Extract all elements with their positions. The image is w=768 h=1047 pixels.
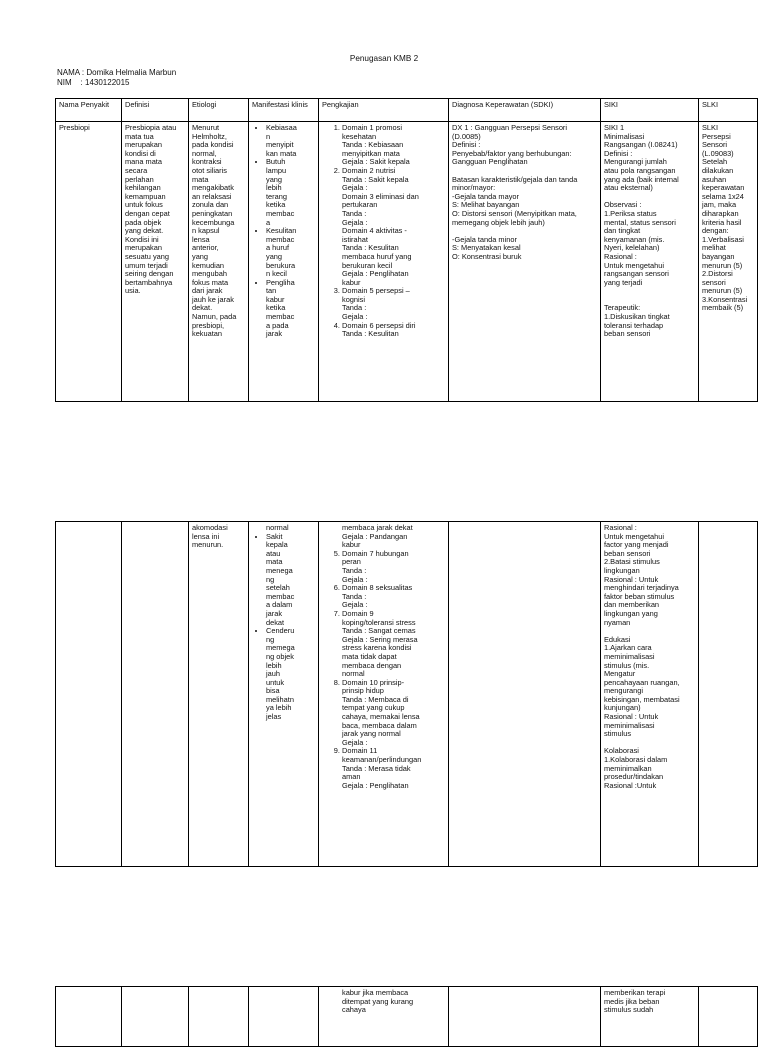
manifestasi-continuation: normal: [266, 523, 289, 532]
header-nama-penyakit: Nama Penyakit: [56, 99, 122, 122]
cell-diagnosa: [449, 987, 601, 1047]
cell-etiologi: [189, 987, 249, 1047]
list-item: 7. Domain 9 koping/toleransi stress Tanda : Sangat cemas Gejala : Sering merasa stress karena kondisi mata tidak dapat membaca dengan normal: [342, 610, 445, 679]
student-name: NAMA : Domika Helmalia Marbun: [57, 68, 177, 77]
cell-pengkajian: [319, 987, 449, 1047]
cell-manifestasi: [249, 522, 319, 867]
pengkajian-continuation: membaca jarak dekat Gejala : Pandangan kabur: [342, 523, 413, 550]
table-header-row: [56, 99, 758, 122]
list-item: • Butuh lampu yang lebih terang ketika membac a: [266, 158, 315, 227]
student-identity: [57, 68, 176, 88]
cell-slki: SLKI Persepsi Sensori (L.09083) Setelah dilakukan asuhan keperawatan selama 1x24 jam, maka diharapkan kriteria hasil dengan: 1.Verbalisasi melihat bayangan menurun (5) 2.Distorsi sensori menurun (5) 3.Konsentrasi membaik (5): [699, 122, 758, 402]
list-item: • Cenderu ng memega ng objek lebih jauh untuk bisa melihatn ya lebih jelas: [266, 627, 315, 722]
table-row: [56, 522, 758, 867]
table-row: [56, 122, 758, 402]
nursing-care-table-page-2: [55, 521, 758, 867]
list-item: 5. Domain 7 hubungan peran Tanda : Gejala :: [342, 550, 445, 584]
table-row: [56, 987, 758, 1047]
cell-slki: [699, 522, 758, 867]
cell-slki: [699, 987, 758, 1047]
cell-diagnosa: DX 1 : Gangguan Persepsi Sensori (D.0085) Definisi : Penyebab/faktor yang berhubungan: Gangguan Penglihatan Batasan karakteristik/gejala dan tanda minor/mayor: -Gejala tanda mayor S: Melihat bayangan O: Distorsi sensori (Menyipitkan mata, memegang objek lebih jauh) -Gejala tanda minor S: Menyatakan kesal O: Konsentrasi buruk: [449, 122, 601, 402]
cell-definisi: [122, 522, 189, 867]
header-pengkajian: Pengkajian: [319, 99, 449, 122]
header-manifestasi: Manifestasi klinis: [249, 99, 319, 122]
list-item: 9. Domain 11 keamanan/perlindungan Tanda : Merasa tidak aman Gejala : Penglihatan: [342, 747, 445, 790]
header-definisi: Definisi: [122, 99, 189, 122]
student-nim: NIM : 1430122015: [57, 78, 130, 87]
cell-siki: Rasional : Untuk mengetahui factor yang menjadi beban sensori 2.Batasi stimulus lingkungan Rasional : Untuk menghindari terjadinya faktor beban stimulus dan memberikan lingkungan yang nyaman Edukasi 1.Ajarkan cara meminimalisasi stimulus (mis. Mengatur pencahayaan ruangan, mengurangi kebisingan, membatasi kunjungan) Rasional : Untuk meminimalisasi stimulus Kolaborasi 1.Kolaborasi dalam meminimalkan prosedur/tindakan Rasional :Untuk: [601, 522, 699, 867]
list-item: • Kebiasaa n menyipit kan mata: [266, 124, 315, 158]
list-item: 1. Domain 1 promosi kesehatan Tanda : Kebiasaan menyipitkan mata Gejala : Sakit kepala: [342, 124, 445, 167]
cell-definisi: [122, 987, 189, 1047]
list-item: • Sakit kepala atau mata menega ng setelah membac a dalam jarak dekat: [266, 533, 315, 628]
cell-siki: SIKI 1 Minimalisasi Rangsangan (I.08241) Definisi : Mengurangi jumlah atau pola rangsangan yang ada (baik internal atau eksternal) Observasi : 1.Periksa status mental, status sensori dan tingkat kenyamanan (mis. Nyeri, kelelahan) Rasional : Untuk mengetahui rangsangan sensori yang terjadi Terapeutik: 1.Diskusikan tingkat toleransi terhadap beban sensori: [601, 122, 699, 402]
list-item: 4. Domain 6 persepsi diri Tanda : Kesulitan: [342, 322, 445, 339]
cell-diagnosa: [449, 522, 601, 867]
header-siki: SIKI: [601, 99, 699, 122]
list-item: • Kesulitan membac a huruf yang berukura n kecil: [266, 227, 315, 279]
header-slki: SLKI: [699, 99, 758, 122]
list-item: 2. Domain 2 nutrisi Tanda : Sakit kepala Gejala : Domain 3 eliminasi dan pertukaran Tanda : Gejala : Domain 4 aktivitas - istirahat Tanda : Kesulitan membaca huruf yang berukuran kecil Gejala : Penglihatan kabur: [342, 167, 445, 287]
cell-nama-penyakit: Presbiopi: [56, 122, 122, 402]
pengkajian-continuation: kabur jika membaca ditempat yang kurang cahaya: [342, 988, 414, 1015]
cell-manifestasi: [249, 122, 319, 402]
list-item: 8. Domain 10 prinsip- prinsip hidup Tanda : Membaca di tempat yang cukup cahaya, memakai lensa baca, membaca dalam jarak yang normal Gejala :: [342, 679, 445, 748]
list-item: • Pengliha tan kabur ketika membac a pada jarak: [266, 279, 315, 339]
cell-pengkajian: [319, 122, 449, 402]
cell-siki: memberikan terapi medis jika beban stimulus sudah: [601, 987, 699, 1047]
cell-etiologi: akomodasi lensa ini menurun.: [189, 522, 249, 867]
list-item: 6. Domain 8 seksualitas Tanda : Gejala :: [342, 584, 445, 610]
header-etiologi: Etiologi: [189, 99, 249, 122]
document-title: Penugasan KMB 2: [349, 54, 419, 63]
cell-definisi: Presbiopia atau mata tua merupakan kondisi di mana mata secara perlahan kehilangan kemampuan untuk fokus dengan cepat pada objek yang dekat. Kondisi ini merupakan sesuatu yang umum terjadi seiring dengan bertambahnya usia.: [122, 122, 189, 402]
cell-nama-penyakit: [56, 987, 122, 1047]
cell-nama-penyakit: [56, 522, 122, 867]
cell-manifestasi: [249, 987, 319, 1047]
list-item: 3. Domain 5 persepsi – kognisi Tanda : Gejala :: [342, 287, 445, 321]
nursing-care-table-page-3: [55, 986, 758, 1047]
nursing-care-table-page-1: [55, 98, 758, 402]
header-diagnosa: Diagnosa Keperawatan (SDKI): [449, 99, 601, 122]
cell-pengkajian: [319, 522, 449, 867]
cell-etiologi: Menurut Helmholtz, pada kondisi normal, kontraksi otot siliaris mata mengakibatk an relaksasi zonula dan peningkatan kecembunga n kapsul lensa anterior, yang kemudian mengubah fokus mata dari jarak jauh ke jarak dekat. Namun, pada presbiopi, kekuatan: [189, 122, 249, 402]
